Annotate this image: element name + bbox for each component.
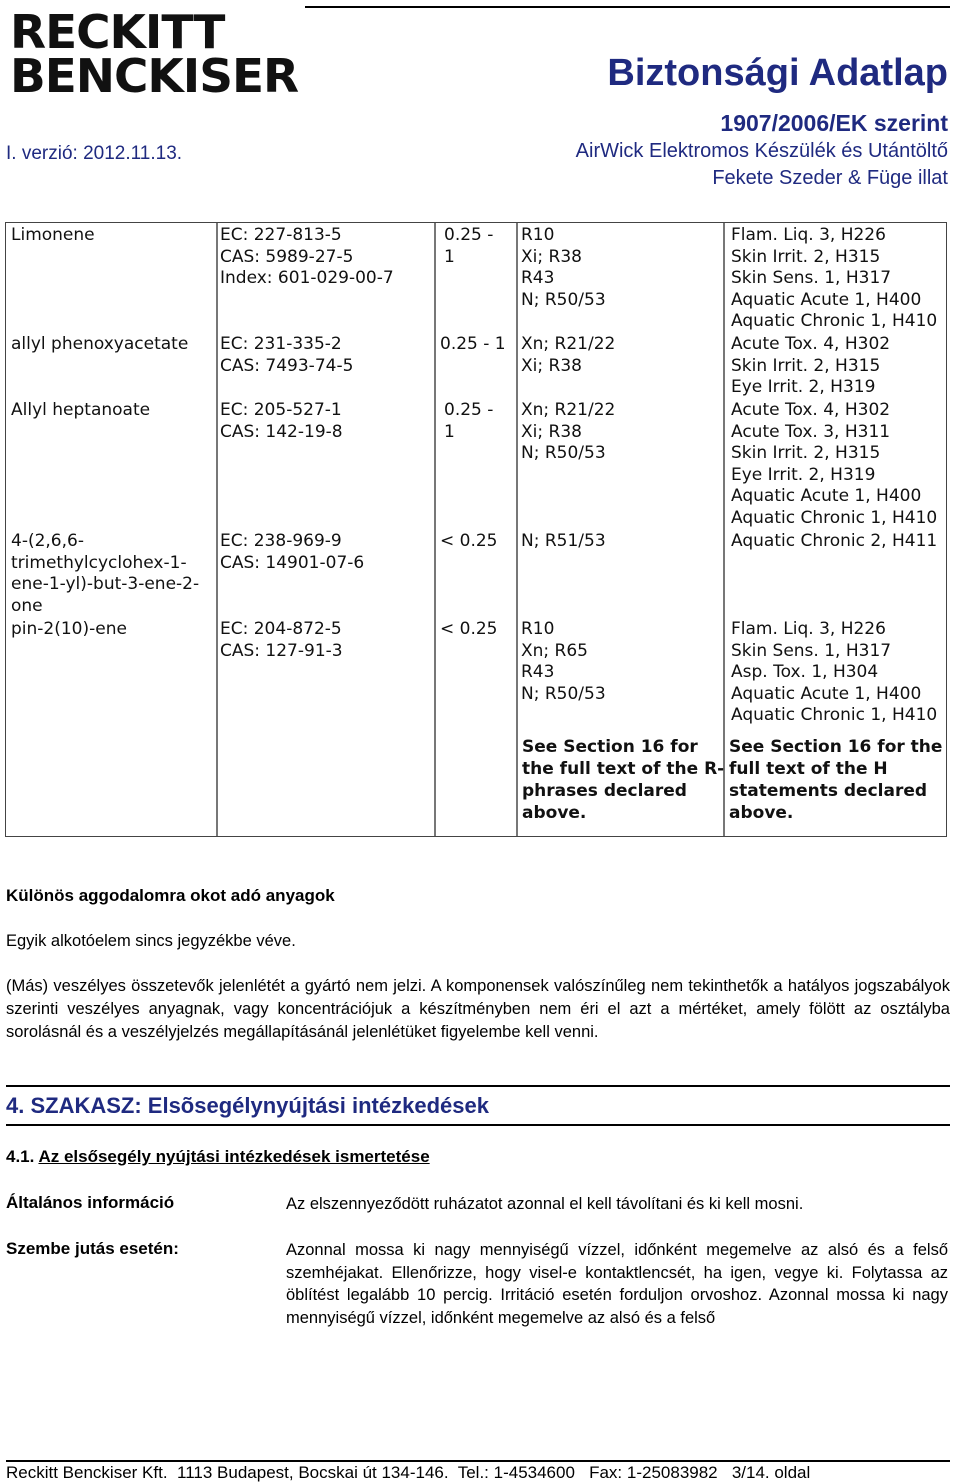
column-divider <box>516 223 518 836</box>
h-statements-note: See Section 16 for the full text of the H statements declared above. <box>729 737 943 823</box>
subsection-text: Az elsősegély nyújtási intézkedések ismertetése <box>38 1147 430 1166</box>
substance-ids: EC: 205-527-1 CAS: 142-19-8 <box>220 400 343 442</box>
logo-line-1: RECKITT <box>10 5 225 59</box>
other-ingredients-text: (Más) veszélyes összetevők jelenlétét a gyártó nem jelzi. A komponensek valószínűleg nem tekinthetők a hatályos jogszabályok szerinti veszélyes anyagnak, vagy koncentrációjuk a készítményben nem éri el azt a mértéket, amely fölött az osztályba sorolásnál és a veszélyjelzés megállapításánál jelenlétüket figyelembe kell venni. <box>6 977 950 1041</box>
r-phrases-note: See Section 16 for the full text of the R- phrases declared above. <box>522 737 725 823</box>
section-4-title: 4. SZAKASZ: Elsõsegélynyújtási intézkedések <box>6 1093 489 1118</box>
concern-heading: Különös aggodalomra okot adó anyagok <box>6 886 335 905</box>
ingredients-table <box>5 222 947 837</box>
subsection-number: 4.1. <box>6 1147 35 1166</box>
concentration: 0.25 - 1 <box>444 225 494 267</box>
document-title: Biztonsági Adatlap <box>607 52 948 94</box>
hazard-classification: Flam. Liq. 3, H226 Skin Sens. 1, H317 Asp. Tox. 1, H304 Aquatic Acute 1, H400 Aquatic Chronic 1, H410 <box>731 619 938 725</box>
substance-name: Limonene <box>11 225 95 245</box>
column-divider <box>434 223 436 836</box>
footer-fax: Fax: 1-25083982 <box>589 1463 718 1482</box>
column-divider <box>216 223 218 836</box>
subsection-4-1-title <box>6 1147 430 1167</box>
substance-name: 4-(2,6,6- trimethylcyclohex-1- ene-1-yl)-but-3-ene-2- one <box>11 531 200 616</box>
header-rule <box>305 6 950 8</box>
section-rule-bottom <box>6 1124 950 1126</box>
footer-phone: Tel.: 1-4534600 <box>457 1463 575 1482</box>
concern-text: Egyik alkotóelem sincs jegyzékbe véve. <box>6 932 296 950</box>
r-phrases: R10 Xi; R38 R43 N; R50/53 <box>521 225 606 310</box>
r-phrases: R10 Xn; R65 R43 N; R50/53 <box>521 619 606 704</box>
logo-line-2: BENCKISER <box>10 49 299 103</box>
substance-name: Allyl heptanoate <box>11 400 151 420</box>
page-footer <box>6 1463 810 1483</box>
r-phrases: Xn; R21/22 Xi; R38 N; R50/53 <box>521 400 616 463</box>
page-header <box>0 0 960 200</box>
substance-ids: EC: 231-335-2 CAS: 7493-74-5 <box>220 334 354 376</box>
substance-ids: EC: 238-969-9 CAS: 14901-07-6 <box>220 531 365 573</box>
eye-contact-label-text: Szembe jutás esetén: <box>6 1239 179 1258</box>
r-phrases: N; R51/53 <box>521 531 606 551</box>
version-date: I. verzió: 2012.11.13. <box>6 143 183 164</box>
general-info-label: Általános információ <box>6 1193 175 1212</box>
concentration: < 0.25 <box>440 531 498 551</box>
substance-name: pin-2(10)-ene <box>11 619 127 639</box>
substance-ids: EC: 204-872-5 CAS: 127-91-3 <box>220 619 343 661</box>
hazard-classification: Acute Tox. 4, H302 Skin Irrit. 2, H315 Eye Irrit. 2, H319 <box>731 334 891 397</box>
concentration: < 0.25 <box>440 619 498 639</box>
footer-page-number: 3/14. oldal <box>731 1463 811 1482</box>
company-logo <box>10 5 299 105</box>
hazard-classification: Aquatic Chronic 2, H411 <box>731 531 938 551</box>
product-name: AirWick Elektromos Készülék és Utántöltő <box>575 140 948 162</box>
footer-company: Reckitt Benckiser Kft. <box>6 1463 168 1482</box>
section-rule-top <box>6 1085 950 1087</box>
concentration: 0.25 - 1 <box>444 400 494 442</box>
substance-name: allyl phenoxyacetate <box>11 334 189 354</box>
hazard-classification: Flam. Liq. 3, H226 Skin Irrit. 2, H315 Skin Sens. 1, H317 Aquatic Acute 1, H400 Aquatic Chronic 1, H410 <box>731 225 938 331</box>
r-phrases: Xn; R21/22 Xi; R38 <box>521 334 616 376</box>
general-info-text: Az elszennyeződött ruházatot azonnal el kell távolítani és ki kell mosni. <box>286 1195 804 1213</box>
hazard-classification: Acute Tox. 4, H302 Acute Tox. 3, H311 Skin Irrit. 2, H315 Eye Irrit. 2, H319 Aquatic Acute 1, H400 Aquatic Chronic 1, H410 <box>731 400 938 528</box>
concentration: 0.25 - 1 <box>440 334 506 354</box>
regulation-reference: 1907/2006/EK szerint <box>720 110 948 136</box>
eye-contact-text: Azonnal mossa ki nagy mennyiségű vízzel, időnként megemelve az alsó és a felső szemhéjakat. Ellenőrizze, hogy visel-e kontaktlencsét, ha igen, vegye ki. Folytassa az öblítést legalább 10 percig. Irritáció esetén forduljon orvoshoz. Azonnal mossa ki nagy mennyiségű vízzel, időnként megemelve az alsó és a felső <box>286 1241 948 1327</box>
footer-address: 1113 Budapest, Bocskai út 134-146. <box>177 1463 449 1482</box>
footer-rule <box>6 1460 950 1462</box>
eye-contact-label <box>6 1239 179 1259</box>
substance-ids: EC: 227-813-5 CAS: 5989-27-5 Index: 601-029-00-7 <box>220 225 394 288</box>
product-variant: Fekete Szeder & Füge illat <box>712 167 948 189</box>
